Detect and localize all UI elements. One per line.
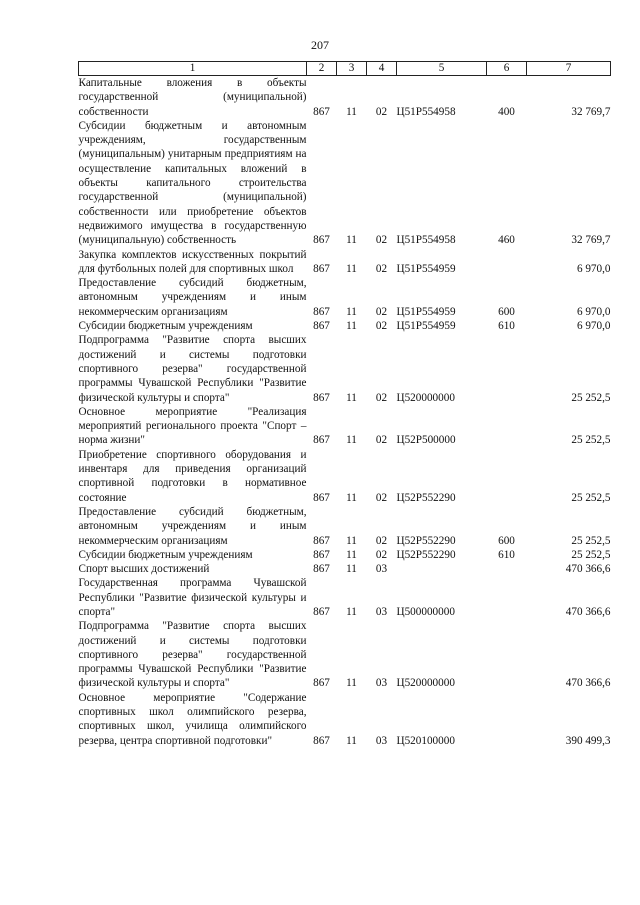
item-target-code: Ц52Р552290 — [396, 534, 456, 547]
item-grbs: 867 — [313, 548, 330, 561]
table-row — [79, 562, 611, 576]
table-row — [79, 548, 611, 562]
item-grbs: 867 — [313, 105, 330, 118]
item-grbs: 867 — [313, 605, 330, 618]
header-cell-2: 2 — [307, 62, 337, 76]
item-amount: 32 769,7 — [571, 234, 611, 247]
item-subsection: 02 — [375, 391, 388, 404]
item-name: Закупка комплектов искусственных покрытий для футбольных полей для спортивных школ — [78, 248, 307, 275]
item-amount: 6 970,0 — [576, 305, 611, 318]
item-name: Спорт высших достижений — [78, 563, 210, 576]
table-row — [79, 405, 611, 448]
item-section: 11 — [346, 491, 357, 504]
item-name: Основное мероприятие "Содержание спортивных школ олимпийского резерва, спортивных школ, училища олимпийского резерва, центра спортивной подготовки" — [78, 691, 307, 747]
item-name: Подпрограмма "Развитие спорта высших достижений и системы подготовки спортивного резерва" государственной программы Чувашской Республики "Развитие физической культуры и спорта" — [78, 620, 307, 690]
item-section: 11 — [346, 563, 357, 576]
item-target-code: Ц51Р554959 — [396, 262, 456, 275]
item-target-code: Ц51Р554958 — [396, 234, 456, 247]
table-row — [79, 333, 611, 404]
table-row — [79, 319, 611, 333]
item-subsection: 02 — [375, 262, 388, 275]
item-expense-type — [487, 562, 527, 576]
item-name: Субсидии бюджетным и автономным учреждениям, государственным (муниципальным) унитарным предприятиям на осуществление капитальных вложений в объекты капитального строительства государственной (муниципальной) собственности или приобретение объектов недвижимого имущества в государственную (муниципальную) собственность — [78, 119, 307, 247]
item-name: Предоставление субсидий бюджетным, автономным учреждениям и иным некоммерческим организациям — [78, 277, 307, 318]
item-name: Государственная программа Чувашской Республики "Развитие физической культуры и спорта" — [78, 577, 307, 618]
item-amount: 25 252,5 — [571, 548, 611, 561]
table-row — [79, 276, 611, 319]
item-name: Приобретение спортивного оборудования и инвентаря для приведения организаций спортивной подготовки в нормативное состояние — [78, 448, 307, 504]
item-expense-type: 600 — [498, 534, 515, 547]
item-grbs: 867 — [313, 563, 330, 576]
item-section: 11 — [346, 305, 357, 318]
header-cell-1: 1 — [79, 62, 307, 76]
item-target-code: Ц51Р554959 — [396, 305, 456, 318]
item-section: 11 — [346, 734, 357, 747]
item-amount: 390 499,3 — [565, 734, 611, 747]
item-target-code: Ц52Р552290 — [396, 548, 456, 561]
item-name: Капитальные вложения в объекты государственной (муниципальной) собственности — [78, 77, 307, 118]
item-grbs: 867 — [313, 534, 330, 547]
table-row — [79, 619, 611, 690]
page-number: 207 — [311, 38, 329, 52]
item-subsection: 03 — [375, 734, 388, 747]
item-subsection: 02 — [375, 320, 388, 333]
item-target-code: Ц520100000 — [396, 734, 455, 747]
item-name: Основное мероприятие "Реализация мероприятий регионального проекта "Спорт – норма жизни" — [78, 405, 307, 447]
item-amount: 25 252,5 — [571, 491, 611, 504]
item-section: 11 — [346, 534, 357, 547]
item-subsection: 02 — [375, 491, 388, 504]
budget-table — [78, 61, 611, 748]
item-section: 11 — [346, 105, 357, 118]
header-cell-6: 6 — [487, 62, 527, 76]
item-expense-type: 610 — [498, 320, 515, 333]
item-expense-type: 610 — [498, 548, 515, 561]
item-subsection: 02 — [375, 105, 388, 118]
table-row — [79, 119, 611, 248]
table-row — [79, 576, 611, 619]
item-name: Предоставление субсидий бюджетным, автономным учреждениям и иным некоммерческим организациям — [78, 505, 307, 547]
item-section: 11 — [346, 234, 357, 247]
item-section: 11 — [346, 434, 357, 447]
item-expense-type: 460 — [498, 234, 515, 247]
item-amount: 32 769,7 — [571, 105, 611, 118]
item-target-code: Ц52Р500000 — [396, 434, 456, 447]
item-subsection: 02 — [375, 548, 388, 561]
item-name: Субсидии бюджетным учреждениям — [78, 548, 253, 561]
item-expense-type: 400 — [498, 105, 515, 118]
item-name: Субсидии бюджетным учреждениям — [78, 320, 253, 333]
item-amount: 6 970,0 — [576, 320, 611, 333]
item-subsection: 02 — [375, 534, 388, 547]
item-section: 11 — [346, 605, 357, 618]
item-expense-type — [487, 691, 527, 748]
table-row — [79, 505, 611, 548]
header-cell-7: 7 — [527, 62, 611, 76]
item-target-code: Ц51Р554958 — [396, 105, 456, 118]
item-target-code: Ц520000000 — [396, 391, 455, 404]
item-subsection: 03 — [375, 563, 388, 576]
item-grbs: 867 — [313, 391, 330, 404]
item-target-code: Ц51Р554959 — [396, 320, 456, 333]
item-subsection: 03 — [375, 605, 388, 618]
item-amount: 25 252,5 — [571, 534, 611, 547]
item-expense-type — [487, 405, 527, 448]
header-cell-5: 5 — [397, 62, 487, 76]
item-grbs: 867 — [313, 234, 330, 247]
table-row — [79, 248, 611, 277]
item-amount: 470 366,6 — [565, 563, 611, 576]
item-expense-type — [487, 333, 527, 404]
item-amount: 470 366,6 — [565, 605, 611, 618]
item-grbs: 867 — [313, 434, 330, 447]
item-grbs: 867 — [313, 491, 330, 504]
item-section: 11 — [346, 320, 357, 333]
header-cell-3: 3 — [337, 62, 367, 76]
item-subsection: 02 — [375, 305, 388, 318]
item-section: 11 — [346, 391, 357, 404]
item-expense-type: 600 — [498, 305, 515, 318]
table-row — [79, 76, 611, 119]
item-expense-type — [487, 448, 527, 505]
item-expense-type — [487, 619, 527, 690]
item-grbs: 867 — [313, 677, 330, 690]
item-grbs: 867 — [313, 734, 330, 747]
item-target-code: Ц520000000 — [396, 677, 455, 690]
item-section: 11 — [346, 548, 357, 561]
item-section: 11 — [346, 262, 357, 275]
item-target-code: Ц500000000 — [396, 605, 455, 618]
item-expense-type — [487, 576, 527, 619]
item-target-code: Ц52Р552290 — [396, 491, 456, 504]
item-amount: 25 252,5 — [571, 391, 611, 404]
item-subsection: 02 — [375, 434, 388, 447]
table-row — [79, 691, 611, 748]
item-section: 11 — [346, 677, 357, 690]
item-amount: 470 366,6 — [565, 677, 611, 690]
item-amount: 6 970,0 — [576, 262, 611, 275]
item-amount: 25 252,5 — [571, 434, 611, 447]
table-row — [79, 448, 611, 505]
item-name: Подпрограмма "Развитие спорта высших достижений и системы подготовки спортивного резерва" государственной программы Чувашской Республики "Развитие физической культуры и спорта" — [78, 334, 307, 404]
item-expense-type — [487, 248, 527, 277]
header-cell-4: 4 — [367, 62, 397, 76]
header-row — [79, 62, 611, 76]
item-grbs: 867 — [313, 320, 330, 333]
item-grbs: 867 — [313, 262, 330, 275]
item-subsection: 02 — [375, 234, 388, 247]
item-grbs: 867 — [313, 305, 330, 318]
item-target-code — [397, 562, 487, 576]
item-subsection: 03 — [375, 677, 388, 690]
